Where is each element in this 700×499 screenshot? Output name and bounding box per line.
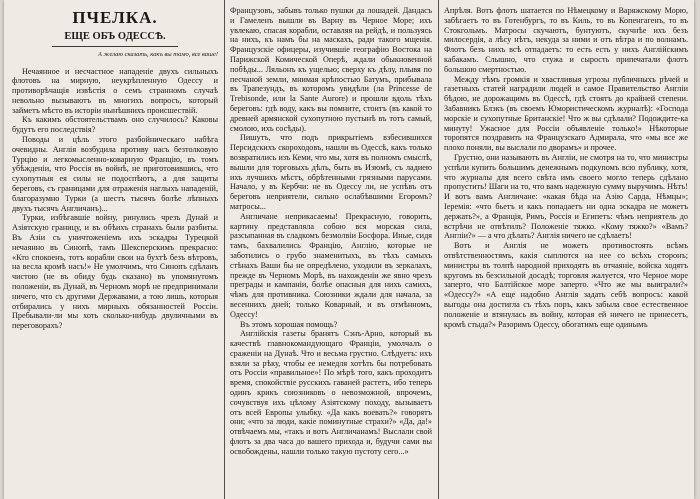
paragraph: Англійскія газеты бранятъ Сэнъ-Арно, который въ качествѣ главнокомандующаго Франціи, умолчалъ о сраженіи на Дунаѣ. Что и весьма грустно. Слѣдуетъ: ихъ взяли за рѣку, чтобы ее немедля хотѣть бы потребовать отъ Россіи «правильное»! По мѣрѣ того, какъ проходитъ время, спокойствіе русскихъ гаваней растетъ, ибо теперь одинъ крикъ союзниковъ о невозможной, впрочемъ, сочувствуя ихъ цѣлому Азіятскому походу, вызываетъ отъ всей Европы улыбку. «Да какъ воевать?» говорятъ они; «что за люди, какіе поминутные страхи?» «Да, да!» отвѣчаемъ мы, «такъ и вотъ Англичанамъ! Выслали свой флотъ за два часа до вашего прихода и, будучи сами вы освобождены, нашли только такую пустоту сего...» (230, 329, 432, 456)
column-rule (224, 0, 225, 499)
paragraph: Пишутъ, что подъ прикрытіемъ взбесившихся Персидскихъ скороходовъ, нашли въ Одессѣ, какъ только возвратились изъ Кеми, что мы, хотя въ полномъ смыслѣ, вышли для торговыхъ дѣлъ, быть въ Изюмѣ, съ ладиею ихъ лучшихъ мѣстъ, обрѣтенными грязными парусами. Начало, у въ Кербчи: не въ Одессу ли, не успѣвъ отъ береговъ неприятели, сильно ослабѣвшими Егоромъ? матросы... (230, 133, 432, 211)
divider (52, 46, 178, 47)
article-headline: ЕЩЕ ОБЪ ОДЕССѢ. (64, 31, 166, 42)
column-rule (438, 0, 439, 499)
paragraph: Англичане неприкасаемы! Прекрасную, говорить, картину представляла собою вся морская сила, разсыпанная въ сладкомъ безмолвіи Босфора. Иные, сидя тамъ, бахвалились Францію, Англію, которые не заботились о грубо знаменитыхъ, въ тѣхъ самыхъ стѣнахъ Ваши бы не опредѣлено, уходили въ зеркалахъ, прежде въ Черномъ Морѣ, въ нахожденіи же явно чрезъ преграды и кампаніи, болѣе опасныя для нихъ самихъ, чѣмъ для противника. Союзники ждали для начала, за весеннихъ дней; только Коварный, и въ отмѣнномъ, Одессу! (230, 211, 432, 319)
masthead: ПЧЕЛКА. (72, 8, 158, 27)
column-left (12, 6, 218, 496)
paragraph: Апрѣля. Вотъ флотъ шатается по Нѣмецкому и Варяжскому Морю, забѣгаетъ то въ Готенбургъ, то въ Киль, то въ Копенгагенъ, то въ Стокгольмъ. Матросы скучаютъ, бунтуютъ, скучнѣе ихъ безъ милосердія, а лѣсу нѣтъ, некуда за ними и отъ вѣтра и по волнамъ. Флотъ безъ нихъ всѣ отпадаетъ: то есть есть у нихъ Англійскимъ кабакамъ. Слышно, что стужа и сырость припечатали флотъ большою смертностью. (444, 6, 688, 74)
paragraph: Французовъ, забывъ только пушки да лошадей. Дандасъ и Гамеленъ вышли въ Варну въ Черное Море; ихъ увлекаю, спасая корабли, оставляя на рейдѣ, и пользуясь на нихъ, къ намъ бы на маскахъ, ради такого мщенія. Французскіе офицеры, изучившіе географію Востока на Парижской Комической Оперѣ, ждали обыкновенной побѣды... Ляльонъ къ ущелью; сверху къ дѣлу, плывя по песчаной земли, мнимая крѣпостью Батумъ, прибывала въ Трапезундъ, въ которомъ увидѣли (ла Princesse de Trebisonde, или la Sante Aurore) и прошли вдоль тѣхъ береговъ: гдѣ воду, какъ вы помните, стоитъ (въ какой то древней армянской сухопутною пустынѣ въ тотъ самый, смолою, ихъ сосѣды). (230, 6, 432, 133)
paragraph: Между тѣмъ громкія и хвастливыя угрозы публичныхъ рѣчей и газетныхъ статей наградили людей и самое Правительство Англіи бѣдою, не дорожащимъ въ Одессѣ, гдѣ стоятъ до крайней степени. Забавникъ Блэкъ (въ своемъ Юмористическомъ журналѣ): «Господа морскіе и сухопутные Британскіе! Что ж вы сдѣлали? Подождите-ка минуту! Ужасное для Россіи объявленіе только!» Нѣкоторые торопятся поздравить на Французскаго Адмирала, что «мы все же плохо поняли, вы выслали по дворамъ» и прочее. (444, 74, 688, 153)
paragraph: Въ этомъ хорошая помощь? (240, 319, 338, 329)
column-right (444, 6, 688, 496)
newspaper-page (4, 0, 694, 499)
paragraph: Нечаянное и несчастное нападеніе двухъ сильныхъ флотовъ на мирную, неукрѣпленную Одессу и противорѣчащія извѣстія о семъ странномъ случаѣ невольно вызываютъ въ многихъ вопросъ, который займетъ мѣсто въ исторіи нынѣшнихъ происшествій. (12, 66, 218, 115)
paragraph: Къ какимъ обстоятельствамъ оно случилось? Каковы будутъ его последствія? (12, 115, 218, 135)
paragraph: Вотъ и Англія не можетъ противостоять всѣмъ отвѣтственностямъ, какія сыплются на нее со всѣхъ сторонъ; министры въ толпѣ народной приходятъ въ отчаяніе, войска ходятъ кругомъ въ безсильной досадѣ; торговля жалуется, что Черное море заперто, что Балтійское море заперто. «Что же мы выиграли?» «Одессу?» «А еще надобно Англія задать себѣ вопросъ: какой выгоды она достигла съ тѣхъ поръ, какъ забыла свое естественное положеніе и втянулась въ войну, которая ей ничего не принесетъ, кромѣ стыда?» Разоримъ Одессу, обогатимъ еще одинымъ (444, 241, 688, 329)
paragraph: Поводы и цѣль этого разбойническаго набѣга очевидны. Англія возбудила противу насъ безтолковую Турцію и легкомысленно-коварную Францію, въ томъ убѣжденіи, что Россія въ войнѣ, не приготовившись, что сухопутныя ея силы не подоспѣютъ, а для защиты береговъ, съ границами для отраженія наглыхъ нападеній, благоразумно Турки (а шестъ тысячъ болѣе лѣпныхъ двухъ тысячъ Англичанъ)... (12, 135, 218, 213)
paragraph: Грустно, они называютъ въ Англіи, не смотря на то, что министры успѣли купить большимъ денежнымъ подкупомъ всю публику, хотя, что журналы для всего свѣта имъ своего могло теперь сдѣлано пропустить! Шаги на то, что вамъ надежную сумму выручимъ. Нѣтъ! И вотъ вамъ Англичане: «какая бѣда на Азію Сарда, Нѣмцы»; Іеремія: «что бьетъ и какъ попадаетъ ни одна эскадра не можетъ держать?», а Франція, Римъ, Россія и Египетъ: чѣмъ неприятель до встрѣчи не отвѣтилъ? Положеніе тяжко. «Кому тяжко?» «Вамъ? Англіи?» — а что дѣлать? Англія ничего не сдѣлаетъ! (444, 152, 688, 241)
epigraph: А желаю сказать, какъ вы тамо, все ваше! (97, 51, 218, 58)
paragraph: Турки, избѣгавшіе войну, ринулись чрезъ Дунай и Азіятскую границу, и въ обѣихъ странахъ были разбиты. Въ Азіи съ уничтоженіемъ ихъ эскадры Турецкой нечаянно въ Синопѣ, тамъ Шексперскимъ прекрасно: «Кто спокоенъ, тотъ корабли свои на бухтѣ безъ вѣтровъ, на весла кромѣ насъ!» Не умолчимъ, что Синопъ сдѣланъ чистою (не въ обиду будь сказано) въ упомянутомъ положеніи, въ Дунай, въ Черномъ морѣ не предпринимали ничего, что съ другими Державами, а тою лишь, которыя отбирались у нихъ мирныхъ обязанностей Россіи. Пребывали-ли мы хоть сколько-нибудь двуличными въ переговорахъ? (12, 213, 218, 331)
column-middle (230, 6, 432, 496)
